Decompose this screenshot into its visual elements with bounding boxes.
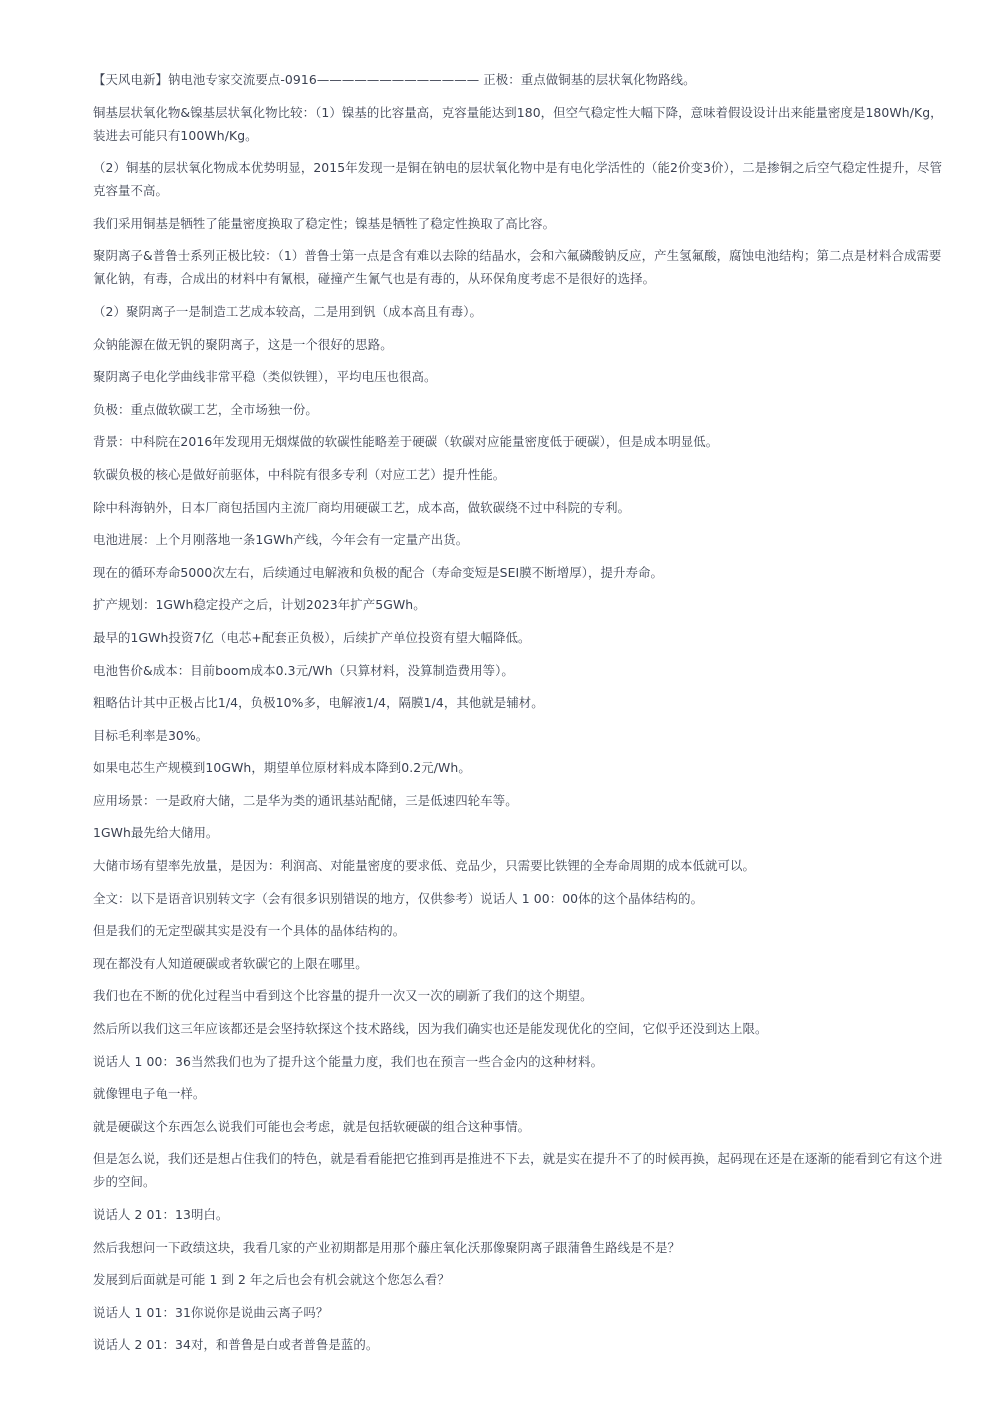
document-body [93, 68, 945, 1366]
paragraph: 大储市场有望率先放量，是因为：利润高、对能量密度的要求低、竞品少，只需要比铁锂的全寿命周期的成本低就可以。 [93, 858, 756, 874]
paragraph: 【天风电新】钠电池专家交流要点-0916————————————— 正极：重点做铜基的层状氧化物路线。 [93, 72, 696, 87]
paragraph: 但是怎么说，我们还是想占住我们的特色，就是看看能把它推到再是推进不下去，就是实在提升不了的时候再换，起码现在还是在逐渐的能看到它有这个进步的空间。 [93, 1151, 943, 1190]
paragraph: 说话人 2 01：34对，和普鲁是白或者普鲁是蓝的。 [93, 1337, 379, 1353]
paragraph: 就像锂电子龟一样。 [93, 1086, 206, 1102]
paragraph: 聚阴离子电化学曲线非常平稳（类似铁锂），平均电压也很高。 [93, 369, 437, 385]
paragraph: 我们也在不断的优化过程当中看到这个比容量的提升一次又一次的刷新了我们的这个期望。 [93, 988, 593, 1004]
paragraph: 说话人 1 00：36当然我们也为了提升这个能量力度，我们也在预言一些合金内的这种材料。 [93, 1053, 604, 1069]
paragraph: 全文：以下是语音识别转文字（会有很多识别错误的地方，仅供参考）说话人 1 00：00体的这个晶体结构的。 [93, 890, 704, 906]
paragraph: 负极：重点做软碳工艺，全市场独一份。 [93, 401, 318, 417]
paragraph: 1GWh最先给大储用。 [93, 825, 219, 841]
paragraph: 背景：中科院在2016年发现用无烟煤做的软碳性能略差于硬碳（软碳对应能量密度低于硬碳），但是成本明显低。 [93, 434, 719, 450]
paragraph: 然后所以我们这三年应该都还是会坚持软探这个技术路线，因为我们确实也还是能发现优化的空间，它似乎还没到达上限。 [93, 1021, 768, 1037]
paragraph: 现在的循环寿命5000次左右，后续通过电解液和负极的配合（寿命变短是SEI膜不断增厚），提升寿命。 [93, 564, 663, 580]
paragraph: 应用场景：一是政府大储，二是华为类的通讯基站配储，三是低速四轮车等。 [93, 792, 518, 808]
paragraph: （2）聚阴离子一是制造工艺成本较高，二是用到钒（成本高且有毒）。 [93, 303, 482, 319]
paragraph: 如果电芯生产规模到10GWh，期望单位原材料成本降到0.2元/Wh。 [93, 760, 471, 776]
paragraph: （2）铜基的层状氧化物成本优势明显，2015年发现一是铜在钠电的层状氧化物中是有电化学活性的（能2价变3价），二是掺铜之后空气稳定性提升，尽管克容量不高。 [93, 160, 943, 199]
paragraph: 除中科海钠外，日本厂商包括国内主流厂商均用硬碳工艺，成本高，做软碳绕不过中科院的专利。 [93, 499, 631, 515]
paragraph: 但是我们的无定型碳其实是没有一个具体的晶体结构的。 [93, 923, 406, 939]
paragraph: 扩产规划：1GWh稳定投产之后，计划2023年扩产5GWh。 [93, 597, 426, 613]
paragraph: 目标毛利率是30%。 [93, 727, 209, 743]
paragraph: 电池进展：上个月刚落地一条1GWh产线，今年会有一定量产出货。 [93, 532, 469, 548]
paragraph: 然后我想问一下政绩这块，我看几家的产业初期都是用那个藤庄氧化沃那像聚阴离子跟蒲鲁生路线是不是？ [93, 1239, 681, 1255]
paragraph: 我们采用铜基是牺牲了能量密度换取了稳定性；镍基是牺牲了稳定性换取了高比容。 [93, 215, 556, 231]
paragraph: 最早的1GWh投资7亿（电芯+配套正负极），后续扩产单位投资有望大幅降低。 [93, 629, 531, 645]
paragraph: 说话人 1 01：31你说你是说曲云离子吗？ [93, 1304, 329, 1320]
paragraph: 电池售价&成本：目前boom成本0.3元/Wh（只算材料，没算制造费用等）。 [93, 662, 514, 678]
paragraph: 众钠能源在做无钒的聚阴离子，这是一个很好的思路。 [93, 336, 393, 352]
paragraph: 说话人 2 01：13明白。 [93, 1207, 229, 1222]
paragraph: 就是硬碳这个东西怎么说我们可能也会考虑，就是包括软硬碳的组合这种事情。 [93, 1118, 531, 1134]
paragraph: 软碳负极的核心是做好前驱体，中科院有很多专利（对应工艺）提升性能。 [93, 466, 506, 482]
paragraph: 聚阴离子&普鲁士系列正极比较：（1）普鲁士第一点是含有难以去除的结晶水，会和六氟磷酸钠反应，产生氢氟酸，腐蚀电池结构；第二点是材料合成需要氰化钠，有毒，合成出的材料中有氰根，碰撞产生氰气也是有毒的，从环保角度考虑不是很好的选择。 [93, 248, 942, 287]
paragraph: 发展到后面就是可能 1 到 2 年之后也会有机会就这个您怎么看？ [93, 1272, 450, 1288]
paragraph: 铜基层状氧化物&镍基层状氧化物比较：（1）镍基的比容量高，克容量能达到180，但空气稳定性大幅下降，意味着假设设计出来能量密度是180Wh/Kg，装进去可能只有100Wh/Kg。 [93, 104, 943, 143]
paragraph: 粗略估计其中正极占比1/4，负极10%多，电解液1/4，隔膜1/4，其他就是辅材。 [93, 695, 544, 711]
paragraph: 现在都没有人知道硬碳或者软碳它的上限在哪里。 [93, 955, 368, 971]
